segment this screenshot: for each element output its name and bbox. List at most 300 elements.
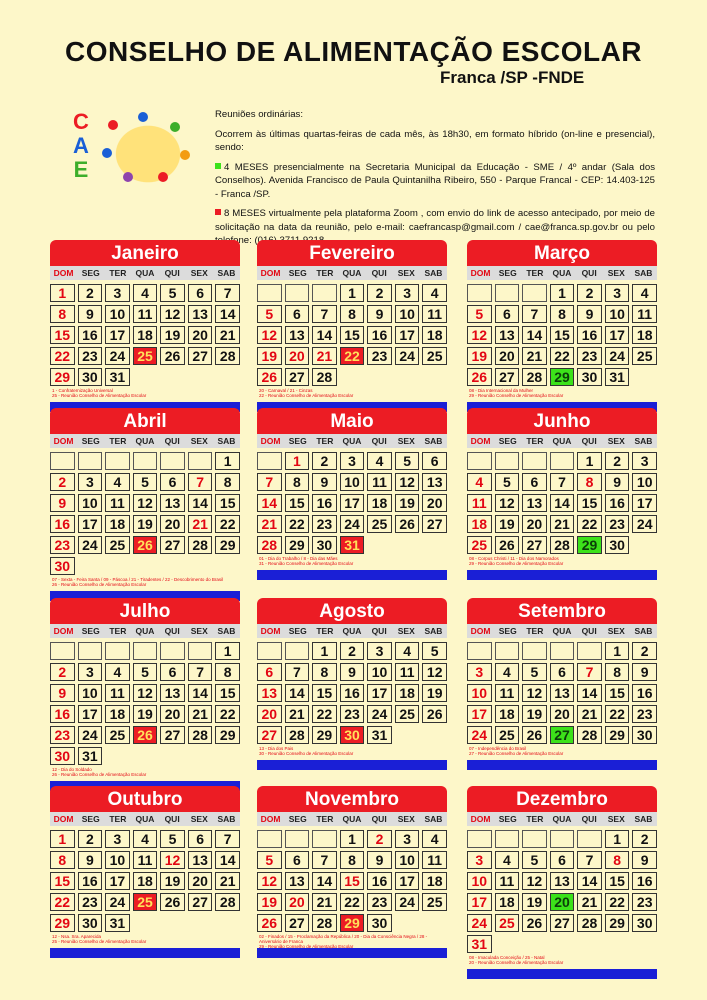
weekday-label: SEG xyxy=(498,268,517,278)
day-cell: 26 xyxy=(495,536,520,554)
weekday-label: SEG xyxy=(288,814,307,824)
day-cell: 3 xyxy=(395,284,420,302)
day-grid xyxy=(467,448,657,554)
empty-day-cell xyxy=(257,452,282,470)
day-cell: 30 xyxy=(78,368,103,386)
weekday-label: SAB xyxy=(424,436,443,446)
day-cell: 21 xyxy=(577,705,602,723)
day-cell: 12 xyxy=(395,473,420,491)
weekday-header xyxy=(50,624,240,638)
day-cell: 23 xyxy=(367,893,392,911)
day-grid xyxy=(50,826,240,932)
day-cell: 18 xyxy=(395,684,420,702)
weekday-label: TER xyxy=(526,268,544,278)
month-title: Dezembro xyxy=(467,786,657,812)
day-cell: 28 xyxy=(577,726,602,744)
weekday-label: SAB xyxy=(217,436,236,446)
weekday-label: TER xyxy=(526,626,544,636)
day-cell: 5 xyxy=(495,473,520,491)
day-cell: 12 xyxy=(160,305,185,323)
day-cell: 9 xyxy=(50,684,75,702)
day-cell: 19 xyxy=(133,705,158,723)
empty-day-cell xyxy=(522,452,547,470)
weekday-label: QUA xyxy=(342,626,362,636)
day-cell: 10 xyxy=(105,305,130,323)
month-fevereiro xyxy=(257,240,447,412)
weekday-label: DOM xyxy=(470,268,491,278)
day-cell: 24 xyxy=(395,347,420,365)
info-virtual: 8 MESES virtualmente pela plataforma Zoom , com envio do link de acesso antecipado, por meio de solicitação na data da reunião, pelo e-mail: caefrancasp@gmail.com / cae@franca.sp.gov.br ou pelo xyxy=(215,208,655,233)
meeting-day-cell: 26 xyxy=(133,726,158,744)
empty-day-cell xyxy=(188,452,213,470)
day-cell: 23 xyxy=(632,893,657,911)
weekday-label: QUI xyxy=(581,814,597,824)
day-cell: 13 xyxy=(522,494,547,512)
day-cell: 11 xyxy=(632,305,657,323)
day-cell: 1 xyxy=(550,284,575,302)
info-heading: Reuniões ordinárias: xyxy=(215,109,303,120)
day-grid xyxy=(257,280,447,386)
day-cell: 26 xyxy=(422,705,447,723)
day-cell: 16 xyxy=(78,872,103,890)
day-cell: 15 xyxy=(605,684,630,702)
empty-day-cell xyxy=(577,642,602,660)
empty-day-cell xyxy=(285,830,310,848)
empty-day-cell xyxy=(160,452,185,470)
empty-day-cell xyxy=(550,830,575,848)
day-cell: 4 xyxy=(495,851,520,869)
weekday-label: QUI xyxy=(164,436,180,446)
empty-day-cell xyxy=(467,642,492,660)
weekday-label: TER xyxy=(526,436,544,446)
day-cell: 4 xyxy=(105,473,130,491)
month-footer-bar xyxy=(467,570,657,580)
month-notes: 01 - Dia do Trabalho / 8 - Dia das Mães 31 - Reunião Conselho de Alimentação Escolar xyxy=(259,556,354,566)
day-cell: 30 xyxy=(632,914,657,932)
day-cell: 1 xyxy=(605,830,630,848)
day-cell: 27 xyxy=(522,536,547,554)
day-cell: 22 xyxy=(550,347,575,365)
day-cell: 8 xyxy=(340,851,365,869)
day-cell: 14 xyxy=(215,851,240,869)
day-cell: 19 xyxy=(133,515,158,533)
day-cell: 9 xyxy=(577,305,602,323)
day-cell: 9 xyxy=(340,663,365,681)
day-cell: 28 xyxy=(522,368,547,386)
weekday-label: QUA xyxy=(552,814,572,824)
day-cell: 8 xyxy=(50,851,75,869)
day-cell: 6 xyxy=(495,305,520,323)
day-cell: 16 xyxy=(632,872,657,890)
day-cell: 12 xyxy=(495,494,520,512)
empty-day-cell xyxy=(550,452,575,470)
day-cell: 14 xyxy=(188,684,213,702)
day-cell: 28 xyxy=(215,893,240,911)
month-setembro xyxy=(467,598,657,770)
day-cell: 24 xyxy=(367,705,392,723)
empty-day-cell xyxy=(78,642,103,660)
day-cell: 14 xyxy=(522,326,547,344)
day-cell: 16 xyxy=(312,494,337,512)
day-cell: 9 xyxy=(78,851,103,869)
day-cell: 18 xyxy=(495,893,520,911)
day-cell: 4 xyxy=(632,284,657,302)
day-cell: 19 xyxy=(257,347,282,365)
day-cell: 16 xyxy=(367,872,392,890)
presential-meeting-day-cell: 29 xyxy=(550,368,575,386)
month-footer-bar xyxy=(257,760,447,770)
day-cell: 28 xyxy=(188,726,213,744)
day-cell: 5 xyxy=(160,284,185,302)
day-cell: 22 xyxy=(605,705,630,723)
day-cell: 11 xyxy=(395,663,420,681)
day-cell: 21 xyxy=(285,705,310,723)
day-cell: 1 xyxy=(340,284,365,302)
weekday-label: SAB xyxy=(634,626,653,636)
day-cell: 4 xyxy=(422,830,447,848)
day-cell: 3 xyxy=(395,830,420,848)
month-janeiro xyxy=(50,240,240,412)
day-cell: 29 xyxy=(605,914,630,932)
green-square-icon xyxy=(215,163,221,169)
empty-day-cell xyxy=(257,284,282,302)
day-cell: 14 xyxy=(312,872,337,890)
day-cell: 22 xyxy=(50,893,75,911)
weekday-header xyxy=(50,266,240,280)
day-cell: 27 xyxy=(495,368,520,386)
day-cell: 7 xyxy=(577,663,602,681)
weekday-label: DOM xyxy=(260,268,281,278)
day-cell: 17 xyxy=(467,705,492,723)
weekday-label: DOM xyxy=(53,436,74,446)
weekday-header xyxy=(50,434,240,448)
day-cell: 16 xyxy=(50,515,75,533)
day-cell: 18 xyxy=(105,515,130,533)
day-cell: 19 xyxy=(160,326,185,344)
weekday-label: SEG xyxy=(288,268,307,278)
day-cell: 21 xyxy=(188,705,213,723)
day-cell: 13 xyxy=(550,684,575,702)
day-cell: 23 xyxy=(577,347,602,365)
weekday-header xyxy=(467,812,657,826)
day-cell: 5 xyxy=(133,473,158,491)
day-cell: 14 xyxy=(312,326,337,344)
empty-day-cell xyxy=(133,452,158,470)
day-cell: 6 xyxy=(550,851,575,869)
weekday-label: TER xyxy=(316,268,334,278)
weekday-label: SAB xyxy=(634,814,653,824)
weekday-label: DOM xyxy=(53,814,74,824)
empty-day-cell xyxy=(257,830,282,848)
day-cell: 2 xyxy=(632,830,657,848)
day-cell: 21 xyxy=(577,893,602,911)
day-cell: 20 xyxy=(422,494,447,512)
weekday-label: QUI xyxy=(581,268,597,278)
day-cell: 15 xyxy=(215,684,240,702)
presential-meeting-day-cell: 29 xyxy=(577,536,602,554)
empty-day-cell xyxy=(105,642,130,660)
page-title: CONSELHO DE ALIMENTAÇÃO ESCOLAR xyxy=(64,36,643,67)
day-cell: 13 xyxy=(285,872,310,890)
day-cell: 6 xyxy=(522,473,547,491)
day-cell: 20 xyxy=(160,515,185,533)
day-cell: 6 xyxy=(188,830,213,848)
meeting-info xyxy=(215,108,655,254)
day-cell: 7 xyxy=(285,663,310,681)
weekday-label: SAB xyxy=(217,814,236,824)
month-notes: 1 - Confraternização Universal 25 - Reunião Conselho de Alimentação Escolar xyxy=(52,388,147,398)
day-cell: 23 xyxy=(632,705,657,723)
day-cell: 10 xyxy=(605,305,630,323)
day-cell: 25 xyxy=(422,893,447,911)
day-cell: 21 xyxy=(550,515,575,533)
day-cell: 24 xyxy=(340,515,365,533)
day-cell: 19 xyxy=(467,347,492,365)
day-cell: 11 xyxy=(133,851,158,869)
day-cell: 9 xyxy=(632,663,657,681)
weekday-label: QUA xyxy=(135,626,155,636)
day-cell: 5 xyxy=(522,851,547,869)
day-cell: 30 xyxy=(577,368,602,386)
day-cell: 4 xyxy=(467,473,492,491)
day-cell: 27 xyxy=(550,914,575,932)
empty-day-cell xyxy=(467,284,492,302)
weekday-label: QUA xyxy=(552,626,572,636)
day-cell: 9 xyxy=(632,851,657,869)
day-cell: 22 xyxy=(340,893,365,911)
day-cell: 6 xyxy=(285,851,310,869)
day-cell: 22 xyxy=(50,347,75,365)
day-cell: 24 xyxy=(467,726,492,744)
day-cell: 3 xyxy=(605,284,630,302)
day-cell: 12 xyxy=(422,663,447,681)
day-cell: 12 xyxy=(522,684,547,702)
empty-day-cell xyxy=(188,642,213,660)
day-cell: 20 xyxy=(257,705,282,723)
day-cell: 25 xyxy=(495,914,520,932)
day-cell: 17 xyxy=(632,494,657,512)
day-cell: 14 xyxy=(577,872,602,890)
day-cell: 24 xyxy=(632,515,657,533)
day-cell: 25 xyxy=(105,726,130,744)
day-cell: 15 xyxy=(285,494,310,512)
day-cell: 3 xyxy=(105,830,130,848)
day-cell: 18 xyxy=(422,872,447,890)
empty-day-cell xyxy=(78,452,103,470)
empty-day-cell xyxy=(285,642,310,660)
day-cell: 1 xyxy=(605,642,630,660)
red-square-icon xyxy=(215,209,221,215)
day-cell: 3 xyxy=(340,452,365,470)
empty-day-cell xyxy=(285,284,310,302)
month-notes: 07 - Independência do Brasil 27 - Reunião Conselho de Alimentação Escolar xyxy=(469,746,564,756)
month-footer-bar xyxy=(257,948,447,958)
month-dezembro xyxy=(467,786,657,979)
day-cell: 10 xyxy=(105,851,130,869)
empty-day-cell xyxy=(312,830,337,848)
day-cell: 7 xyxy=(215,284,240,302)
day-cell: 6 xyxy=(188,284,213,302)
day-cell: 7 xyxy=(215,830,240,848)
weekday-label: QUA xyxy=(135,814,155,824)
day-cell: 5 xyxy=(522,663,547,681)
day-cell: 20 xyxy=(550,705,575,723)
day-cell: 3 xyxy=(467,663,492,681)
day-cell: 3 xyxy=(367,642,392,660)
day-cell: 30 xyxy=(78,914,103,932)
weekday-label: SEG xyxy=(498,436,517,446)
day-cell: 25 xyxy=(367,515,392,533)
day-cell: 13 xyxy=(160,494,185,512)
day-cell: 11 xyxy=(422,851,447,869)
month-footer-bar xyxy=(467,760,657,770)
weekday-header xyxy=(467,434,657,448)
weekday-label: SAB xyxy=(217,268,236,278)
empty-day-cell xyxy=(522,642,547,660)
day-cell: 24 xyxy=(605,347,630,365)
day-cell: 10 xyxy=(78,494,103,512)
month-title: Novembro xyxy=(257,786,447,812)
weekday-label: SEX xyxy=(607,814,625,824)
day-cell: 31 xyxy=(78,747,103,765)
day-cell: 25 xyxy=(422,347,447,365)
day-cell: 17 xyxy=(340,494,365,512)
day-cell: 11 xyxy=(105,494,130,512)
day-cell: 17 xyxy=(367,684,392,702)
empty-day-cell xyxy=(160,642,185,660)
meeting-day-cell: 30 xyxy=(340,726,365,744)
day-cell: 5 xyxy=(467,305,492,323)
day-cell: 15 xyxy=(50,872,75,890)
day-cell: 12 xyxy=(257,872,282,890)
empty-day-cell xyxy=(312,284,337,302)
day-cell: 23 xyxy=(312,515,337,533)
weekday-label: QUI xyxy=(164,814,180,824)
day-cell: 29 xyxy=(215,536,240,554)
day-cell: 18 xyxy=(367,494,392,512)
day-cell: 17 xyxy=(467,893,492,911)
day-cell: 22 xyxy=(312,705,337,723)
day-cell: 8 xyxy=(340,305,365,323)
meeting-day-cell: 29 xyxy=(340,914,365,932)
day-cell: 6 xyxy=(160,663,185,681)
day-cell: 19 xyxy=(495,515,520,533)
day-cell: 10 xyxy=(395,305,420,323)
day-cell: 1 xyxy=(50,284,75,302)
day-cell: 2 xyxy=(340,642,365,660)
weekday-label: SEX xyxy=(607,268,625,278)
day-cell: 24 xyxy=(78,726,103,744)
weekday-label: SEG xyxy=(288,436,307,446)
month-title: Julho xyxy=(50,598,240,624)
weekday-label: DOM xyxy=(260,436,281,446)
weekday-label: SAB xyxy=(217,626,236,636)
day-cell: 30 xyxy=(367,914,392,932)
day-cell: 8 xyxy=(285,473,310,491)
month-notes: 12 - Nsa. Sra. Aparecida 25 - Reunião Conselho de Alimentação Escolar xyxy=(52,934,147,944)
day-cell: 10 xyxy=(395,851,420,869)
month-title: Março xyxy=(467,240,657,266)
weekday-label: SEX xyxy=(607,626,625,636)
day-cell: 19 xyxy=(257,893,282,911)
day-cell: 8 xyxy=(312,663,337,681)
day-cell: 8 xyxy=(215,473,240,491)
day-cell: 26 xyxy=(467,368,492,386)
month-title: Junho xyxy=(467,408,657,434)
day-cell: 4 xyxy=(133,830,158,848)
day-cell: 28 xyxy=(285,726,310,744)
day-cell: 4 xyxy=(422,284,447,302)
presential-meeting-day-cell: 20 xyxy=(550,893,575,911)
month-notes: 02 - Finados / 15 - Proclamação da República / 20 - Dia da Consciência Negra / 28 - Aniversário de Franca 29 - Reunião Conselho de Alimentação Escolar xyxy=(259,934,428,949)
meeting-day-cell: 22 xyxy=(340,347,365,365)
weekday-label: SAB xyxy=(424,814,443,824)
day-cell: 15 xyxy=(340,326,365,344)
day-cell: 7 xyxy=(550,473,575,491)
empty-day-cell xyxy=(50,642,75,660)
day-cell: 3 xyxy=(78,663,103,681)
day-cell: 11 xyxy=(133,305,158,323)
weekday-label: SEG xyxy=(498,814,517,824)
day-cell: 8 xyxy=(605,851,630,869)
day-cell: 12 xyxy=(133,494,158,512)
day-cell: 27 xyxy=(422,515,447,533)
day-cell: 12 xyxy=(467,326,492,344)
day-cell: 11 xyxy=(105,684,130,702)
day-cell: 22 xyxy=(285,515,310,533)
day-cell: 21 xyxy=(312,893,337,911)
day-cell: 18 xyxy=(105,705,130,723)
day-cell: 4 xyxy=(105,663,130,681)
day-cell: 10 xyxy=(367,663,392,681)
page-subtitle: Franca /SP -FNDE xyxy=(440,68,585,87)
weekday-label: SEG xyxy=(81,814,100,824)
day-cell: 21 xyxy=(257,515,282,533)
day-cell: 20 xyxy=(285,893,310,911)
day-cell: 26 xyxy=(522,914,547,932)
day-cell: 26 xyxy=(160,347,185,365)
day-cell: 13 xyxy=(285,326,310,344)
day-cell: 24 xyxy=(395,893,420,911)
weekday-label: SEX xyxy=(397,814,415,824)
day-cell: 21 xyxy=(215,326,240,344)
month-title: Maio xyxy=(257,408,447,434)
weekday-label: QUA xyxy=(552,268,572,278)
weekday-label: SEG xyxy=(81,436,100,446)
month-março xyxy=(467,240,657,412)
meeting-day-cell: 25 xyxy=(133,893,158,911)
day-cell: 7 xyxy=(577,851,602,869)
day-cell: 2 xyxy=(632,642,657,660)
day-cell: 27 xyxy=(188,893,213,911)
day-cell: 19 xyxy=(395,494,420,512)
day-grid xyxy=(50,448,240,575)
logo-letters: C A E xyxy=(73,109,89,182)
day-cell: 13 xyxy=(160,684,185,702)
day-cell: 9 xyxy=(367,851,392,869)
day-grid xyxy=(257,448,447,554)
day-cell: 29 xyxy=(215,726,240,744)
weekday-label: QUI xyxy=(581,436,597,446)
day-cell: 9 xyxy=(367,305,392,323)
month-notes: 07 - Sexta - Feira Santa / 09 - Páscoa / 21 - Tiradentes / 22 - Descobrimento do Brasil 26 - Reunião Conselho de Alimentação Escolar xyxy=(52,577,224,587)
day-cell: 22 xyxy=(215,705,240,723)
weekday-label: QUA xyxy=(342,436,362,446)
day-cell: 21 xyxy=(312,347,337,365)
day-cell: 3 xyxy=(467,851,492,869)
day-cell: 23 xyxy=(367,347,392,365)
empty-day-cell xyxy=(577,830,602,848)
